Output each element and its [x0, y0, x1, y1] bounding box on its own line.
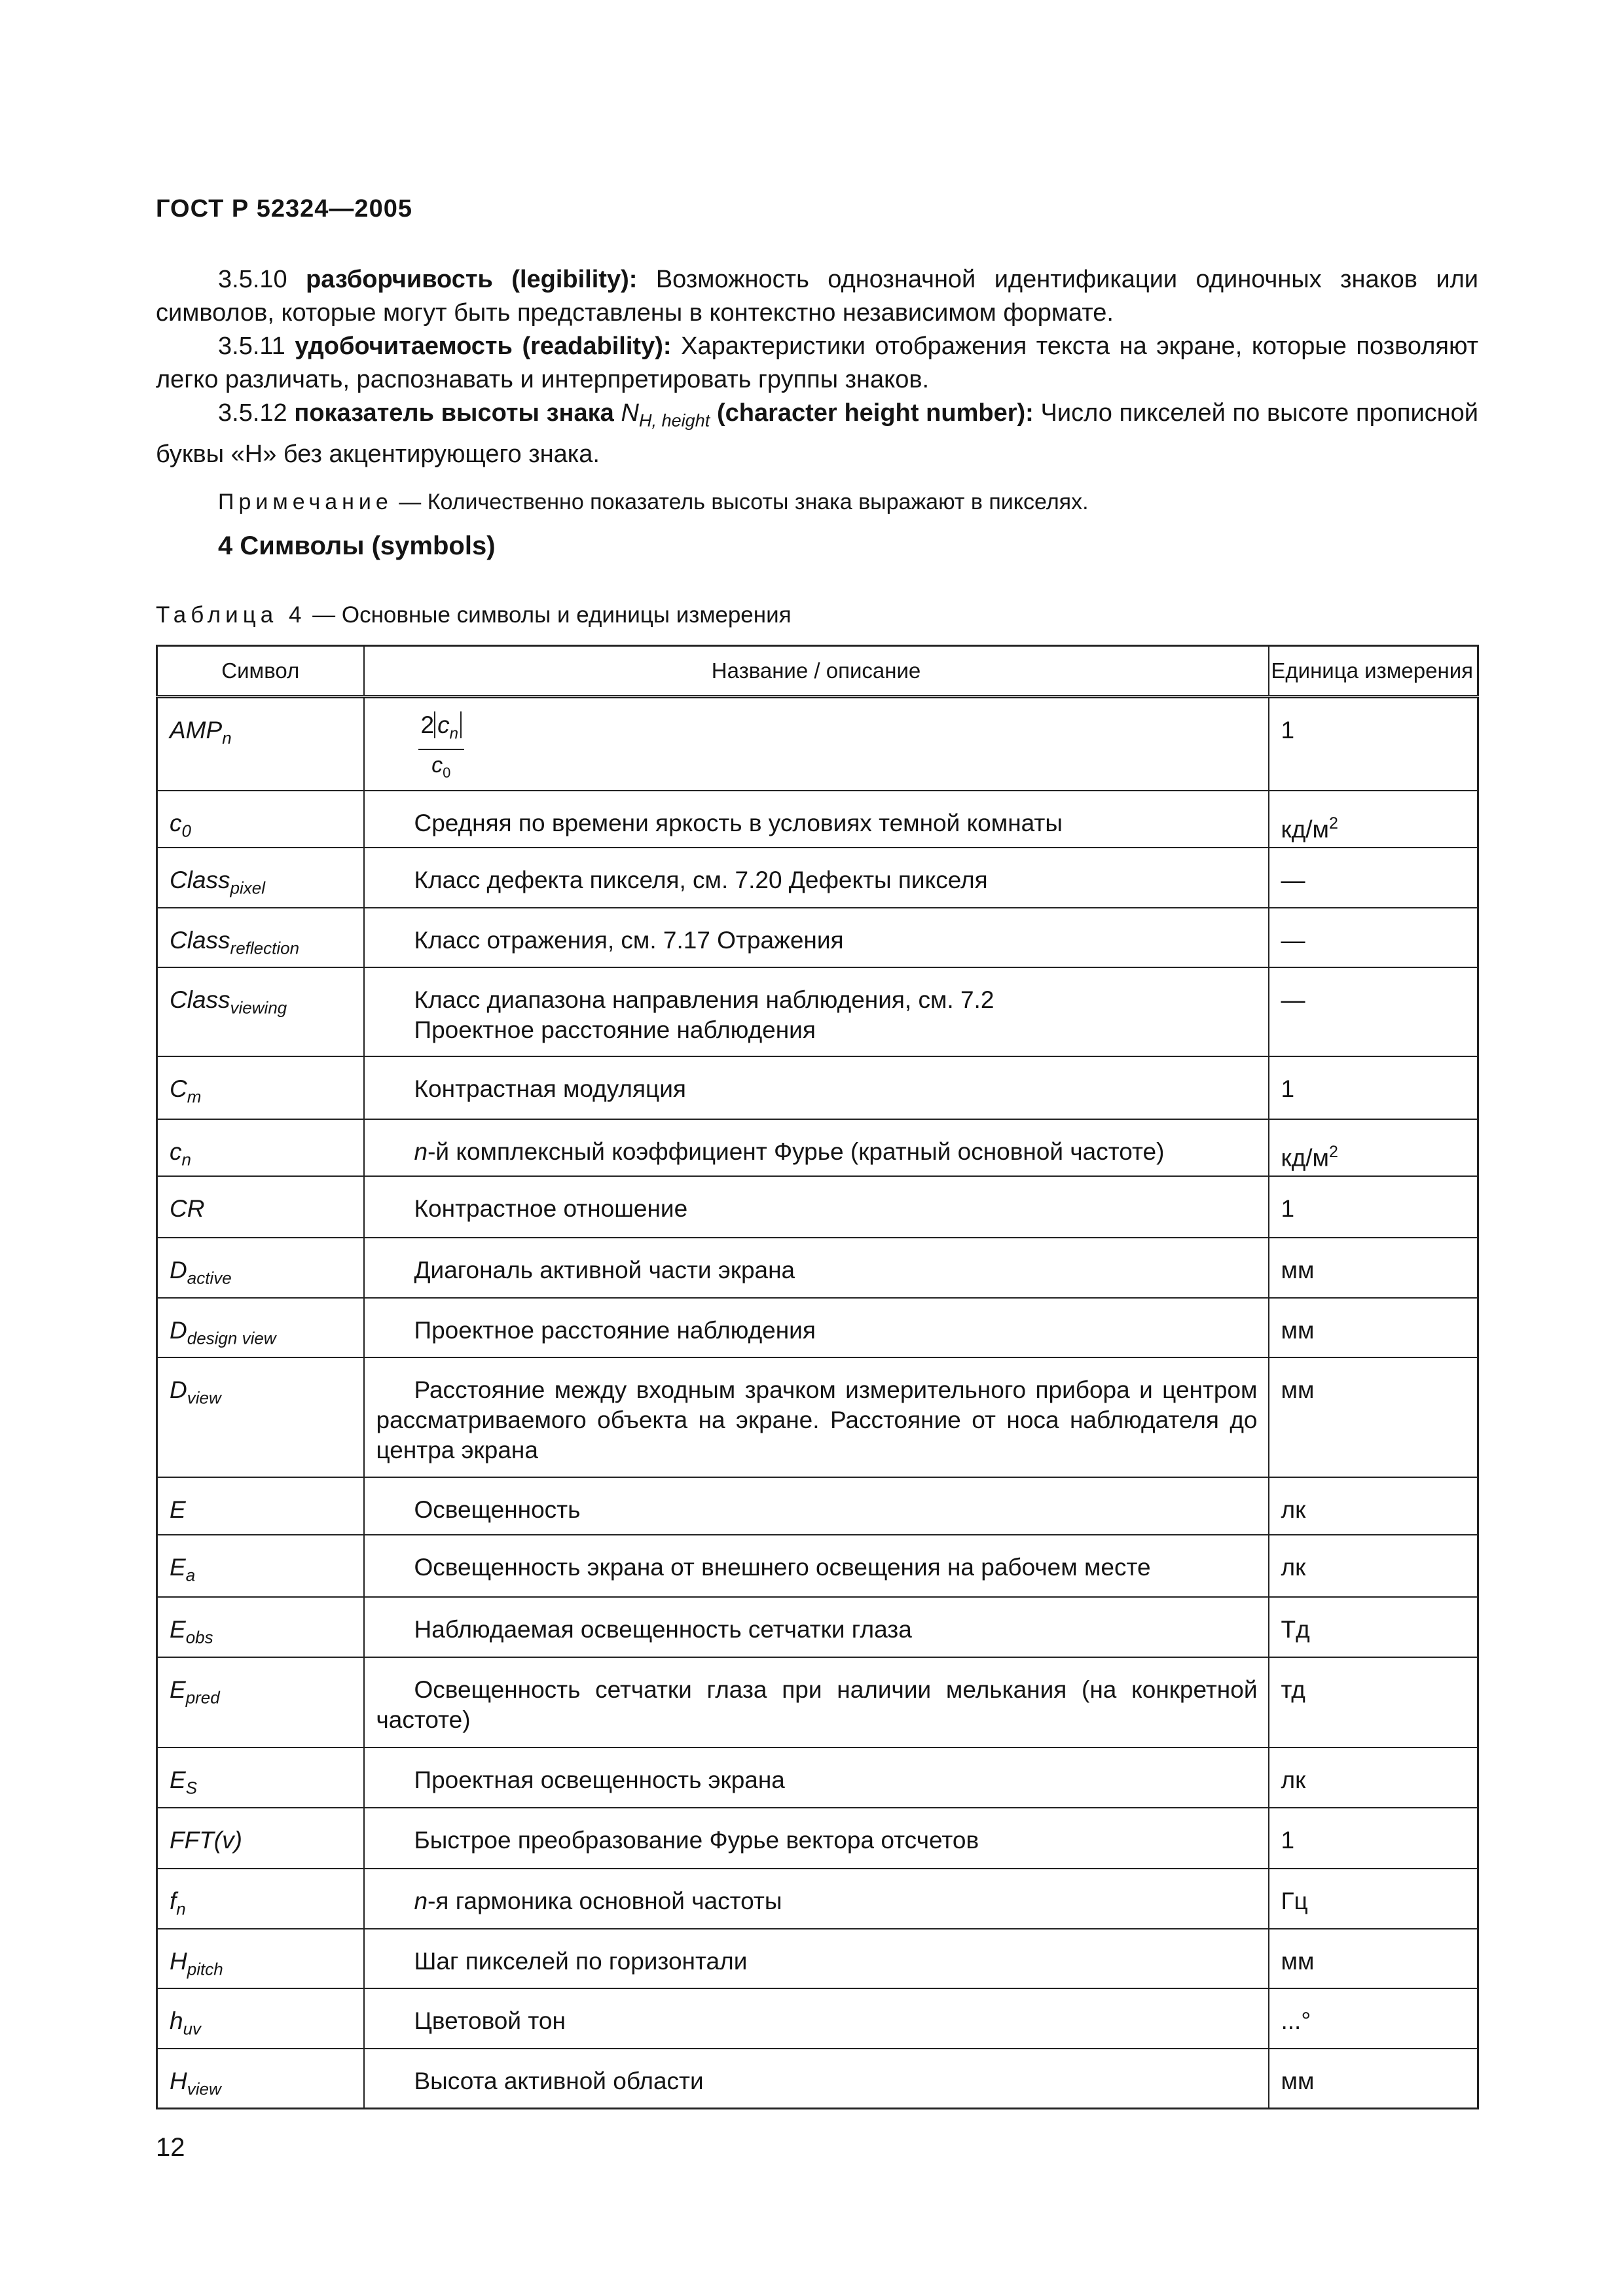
section-heading: 4 Символы (symbols): [218, 531, 496, 560]
symbol-cell: $E_a$: [157, 1535, 364, 1598]
description-cell: Проектная освещенность экрана: [364, 1748, 1269, 1808]
table-row: [157, 1869, 1478, 1929]
table-row: [157, 1748, 1478, 1808]
unit-cell: мм: [1269, 1357, 1478, 1477]
table-row: [157, 1808, 1478, 1869]
table-caption-label: Таблица 4: [156, 602, 306, 628]
definition-3-5-12: [156, 397, 1478, 471]
symbol-cell: $H_{pitch}$: [157, 1929, 364, 1989]
description-cell: Класс отражения, см. 7.17 Отражения: [364, 908, 1269, 968]
symbol-cell: FFT(v): [157, 1808, 364, 1869]
symbol-cell: Class$_{pixel}$: [157, 848, 364, 908]
definition-3-5-10: [156, 263, 1478, 330]
description-cell: Контрастная модуляция: [364, 1056, 1269, 1119]
table-row: [157, 1657, 1478, 1748]
def-term: удобочитаемость (readability):: [295, 332, 672, 360]
unit-cell: мм: [1269, 2049, 1478, 2109]
page-number: 12: [156, 2133, 185, 2162]
symbol-cell: $D_{view}$: [157, 1357, 364, 1477]
note-text: — Количественно показатель высоты знака выражают в пикселях.: [392, 490, 1089, 514]
unit-cell: мм: [1269, 1298, 1478, 1358]
unit-cell: мм: [1269, 1238, 1478, 1298]
unit-cell: 1: [1269, 1056, 1478, 1119]
table-row: [157, 1357, 1478, 1477]
unit-cell: лк: [1269, 1477, 1478, 1534]
unit-cell: мм: [1269, 1929, 1478, 1989]
table-row: [157, 1597, 1478, 1657]
def-text: Число пикселей по высоте прописной буквы «Н» без акцентирующего знака.: [156, 399, 1479, 468]
table-row: [157, 967, 1478, 1056]
symbol-cell: Class$_{reflection}$: [157, 908, 364, 968]
document-header: ГОСТ Р 52324—2005: [156, 195, 412, 223]
description-cell: n-я гармоника основной частоты: [364, 1869, 1269, 1929]
symbol-cell: $D_{design view}$: [157, 1298, 364, 1358]
note: [218, 490, 1089, 515]
symbol-cell: Class$_{viewing}$: [157, 967, 364, 1056]
symbols-table: [156, 645, 1479, 2109]
symbol-cell: $E_{obs}$: [157, 1597, 364, 1657]
note-label: Примечание: [218, 490, 393, 514]
unit-cell: —: [1269, 908, 1478, 968]
unit-cell: 1: [1269, 1176, 1478, 1238]
symbol-cell: $E_{pred}$: [157, 1657, 364, 1748]
table-row: [157, 1176, 1478, 1238]
symbol-cell: $h_{uv}$: [157, 1988, 364, 2049]
table-header-row: [157, 646, 1478, 697]
description-cell: n-й комплексный коэффициент Фурье (кратный основной частоте): [364, 1119, 1269, 1176]
symbol-cell: $D_{active}$: [157, 1238, 364, 1298]
header-description: Название / описание: [364, 646, 1269, 697]
description-cell: Наблюдаемая освещенность сетчатки глаза: [364, 1597, 1269, 1657]
unit-cell: тд: [1269, 1657, 1478, 1748]
table-row: [157, 848, 1478, 908]
symbol-cell: $H_{view}$: [157, 2049, 364, 2109]
description-cell: Освещенность: [364, 1477, 1269, 1534]
def-number: 3.5.10: [218, 266, 287, 293]
symbol-cell: $C_m$: [157, 1056, 364, 1119]
table-row: [157, 791, 1478, 848]
symbol-cell: $f_n$: [157, 1869, 364, 1929]
header-symbol: Символ: [157, 646, 364, 697]
description-cell: Диагональ активной части экрана: [364, 1238, 1269, 1298]
table-row: [157, 1477, 1478, 1534]
header-unit: Единица измерения: [1269, 646, 1478, 697]
def-text: Характеристики отображения текста на экране, которые позволяют легко различать, распознавать и интерпретировать группы знаков.: [156, 332, 1479, 393]
definition-3-5-11: [156, 330, 1478, 397]
table-row: [157, 1119, 1478, 1176]
description-cell: Освещенность сетчатки глаза при наличии мелькания (на конкретной частоте): [364, 1657, 1269, 1748]
unit-cell: $кд/м^2$: [1269, 791, 1478, 848]
unit-cell: —: [1269, 848, 1478, 908]
description-cell: Проектное расстояние наблюдения: [364, 1298, 1269, 1358]
table-row: [157, 2049, 1478, 2109]
description-cell: Контрастное отношение: [364, 1176, 1269, 1238]
table-row: [157, 697, 1478, 791]
table-caption-text: — Основные символы и единицы измерения: [306, 602, 792, 628]
def-text: Возможность однозначной идентификации одиночных знаков или символов, которые могут быть представлены в контекстно независимом формате.: [156, 266, 1479, 327]
def-term: показатель высоты знака: [294, 399, 614, 427]
table-row: [157, 1535, 1478, 1598]
def-number: 3.5.12: [218, 399, 287, 427]
description-cell: Цветовой тон: [364, 1988, 1269, 2049]
def-term-subscript: H, height: [638, 410, 710, 431]
table-row: [157, 908, 1478, 968]
table-row: [157, 1929, 1478, 1989]
symbol-cell: $AMP_n$: [157, 697, 364, 791]
description-cell: Расстояние между входным зрачком измерительного прибора и центром рассматриваемого объекта на экране. Расстояние от носа наблюдателя до центра экрана: [364, 1357, 1269, 1477]
unit-cell: $кд/м^2$: [1269, 1119, 1478, 1176]
unit-cell: лк: [1269, 1535, 1478, 1598]
unit-cell: 1: [1269, 1808, 1478, 1869]
table-row: [157, 1238, 1478, 1298]
description-cell: Высота активной области: [364, 2049, 1269, 2109]
symbol-cell: $c_0$: [157, 791, 364, 848]
table-row: [157, 1056, 1478, 1119]
table-row: [157, 1298, 1478, 1358]
description-cell: Шаг пикселей по горизонтали: [364, 1929, 1269, 1989]
symbol-cell: $c_n$: [157, 1119, 364, 1176]
def-term: разборчивость (legibility):: [306, 266, 638, 293]
symbol-cell: E: [157, 1477, 364, 1534]
unit-cell: 1: [1269, 697, 1478, 791]
symbol-cell: $E_S$: [157, 1748, 364, 1808]
symbol-cell: CR: [157, 1176, 364, 1238]
unit-cell: Гц: [1269, 1869, 1478, 1929]
description-cell: Освещенность экрана от внешнего освещения на рабочем месте: [364, 1535, 1269, 1598]
description-cell: [364, 697, 1269, 791]
unit-cell: —: [1269, 967, 1478, 1056]
description-cell: Класс диапазона направления наблюдения, см. 7.2 Проектное расстояние наблюдения: [364, 967, 1269, 1056]
unit-cell: Тд: [1269, 1597, 1478, 1657]
description-cell: Быстрое преобразование Фурье вектора отсчетов: [364, 1808, 1269, 1869]
table-row: [157, 1988, 1478, 2049]
table-caption: [156, 602, 792, 628]
unit-cell: ...°: [1269, 1988, 1478, 2049]
def-number: 3.5.11: [218, 332, 285, 360]
amp-formula: $\frac{2 c_n}{c_0}$: [418, 710, 464, 788]
def-term-english: (character height number):: [716, 399, 1034, 427]
def-term-symbol: N: [621, 399, 639, 427]
description-cell: Класс дефекта пикселя, см. 7.20 Дефекты пикселя: [364, 848, 1269, 908]
description-cell: Средняя по времени яркость в условиях темной комнаты: [364, 791, 1269, 848]
unit-cell: лк: [1269, 1748, 1478, 1808]
